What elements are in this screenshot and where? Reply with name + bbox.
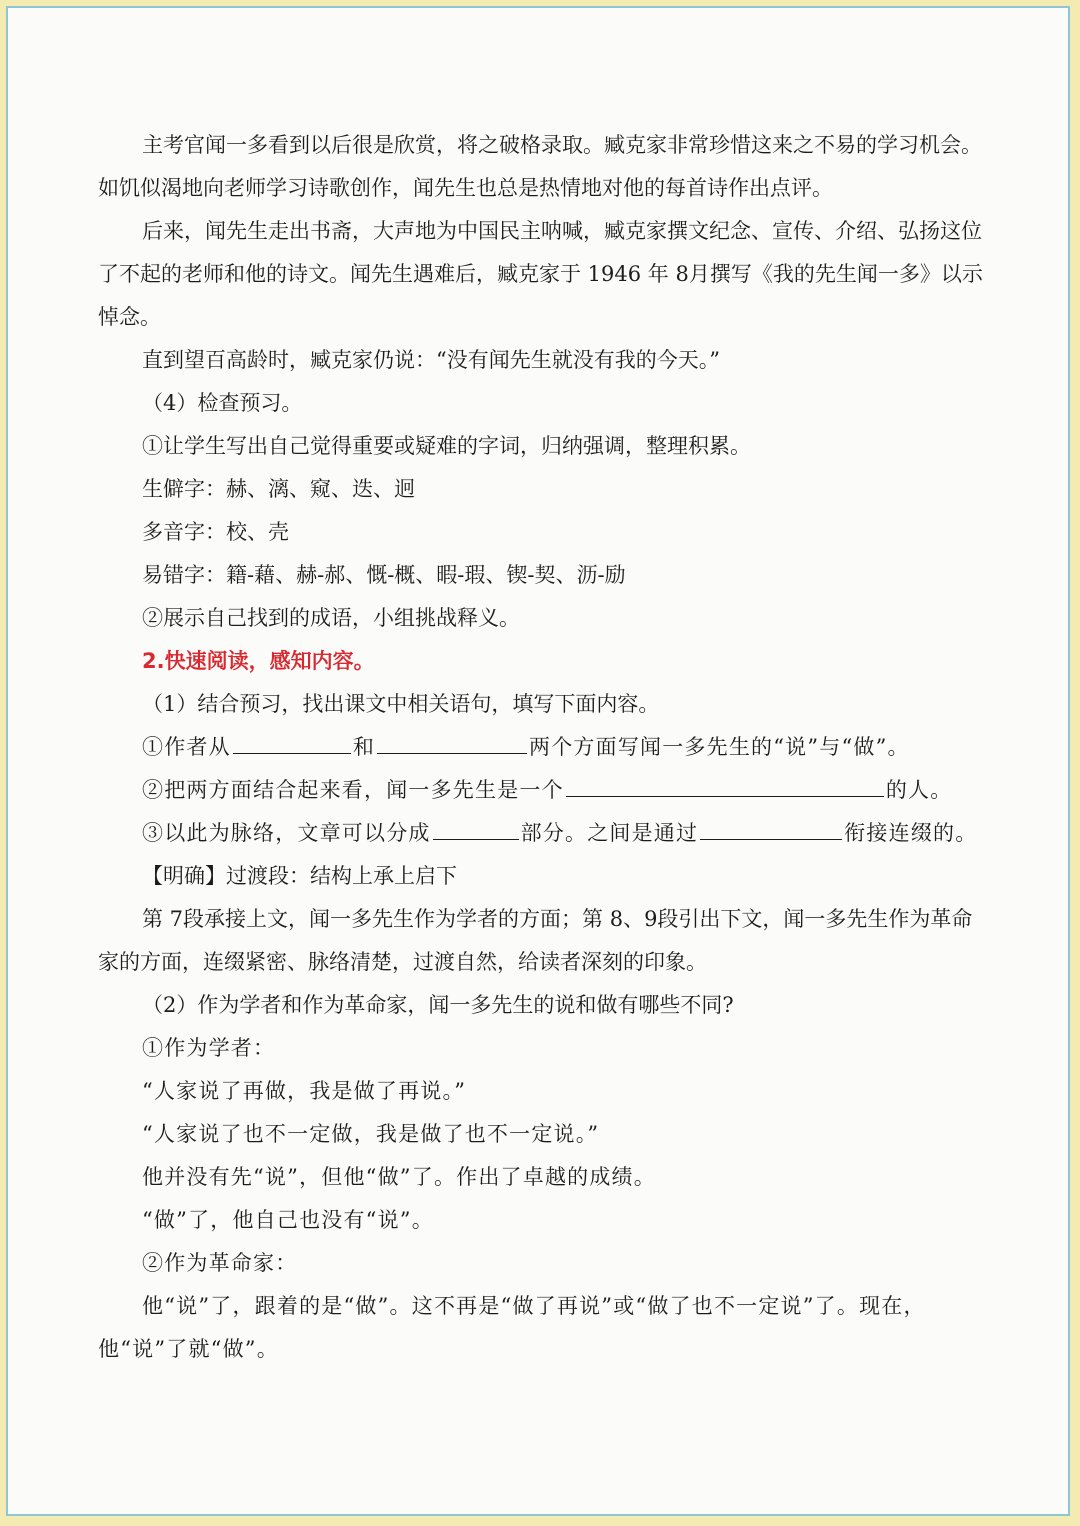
scholar-summary-2: “做”了，他自己也没有“说”。	[142, 1208, 434, 1232]
polyphonic-characters: 多音字：校、壳	[142, 520, 289, 544]
task-2-intro: （2）作为学者和作为革命家，闻一多先生的说和做有哪些不同?	[142, 993, 734, 1017]
fill2-blank-1[interactable]	[566, 770, 884, 797]
task-1-intro: （1）结合预习，找出课文中相关语句，填写下面内容。	[142, 692, 660, 716]
scholar-quote-2: “人家说了也不一定做，我是做了也不一定说。”	[142, 1122, 600, 1146]
fill3-blank-2[interactable]	[700, 813, 842, 840]
document-body	[98, 124, 988, 1371]
fill1-blank-2[interactable]	[377, 727, 527, 754]
fill3-text-b: 部分。之间是通过	[520, 821, 699, 845]
preview-item-2: ②展示自己找到的成语，小组挑战释义。	[142, 606, 520, 630]
fill1-text-a: ①作者从	[142, 735, 231, 759]
revolutionary-summary: 他“说”了，跟着的是“做”。这不再是“做了再说”或“做了也不一定说”了。现在，他“说”了就“做”。	[98, 1294, 926, 1361]
fill3-text-c: 衔接连缀的。	[844, 821, 978, 845]
fill1-text-c: 两个方面写闻一多先生的“说”与“做”。	[529, 735, 910, 759]
fill-question-2	[98, 769, 988, 812]
fill1-blank-1[interactable]	[233, 727, 351, 754]
fill3-text-a: ③以此为脉络，文章可以分成	[142, 821, 431, 845]
fill1-text-b: 和	[352, 735, 376, 759]
as-scholar-heading: ①作为学者：	[142, 1036, 276, 1060]
answer-clarification: 【明确】过渡段：结构上承上启下	[142, 864, 457, 888]
rare-characters: 生僻字：赫、漓、窥、迭、迥	[142, 477, 415, 501]
paragraph-transition-explanation: 第 7段承接上文，闻一多先生作为学者的方面；第 8、9段引出下文，闻一多先生作为革命家的方面，连缀紧密、脉络清楚，过渡自然，给读者深刻的印象。	[98, 907, 973, 974]
paragraph-quote: 直到望百高龄时，臧克家仍说：“没有闻先生就没有我的今天。”	[142, 348, 720, 372]
scholar-quote-1: “人家说了再做，我是做了再说。”	[142, 1079, 467, 1103]
fill-question-3	[98, 812, 988, 855]
fill2-text-b: 的人。	[885, 778, 953, 802]
section-check-preview: （4）检查预习。	[142, 391, 303, 415]
as-revolutionary-heading: ②作为革命家：	[142, 1251, 298, 1275]
error-prone-characters: 易错字：籍-藉、赫-郝、慨-概、暇-瑕、锲-契、沥-励	[142, 563, 626, 587]
paragraph-exam-story: 主考官闻一多看到以后很是欣赏，将之破格录取。臧克家非常珍惜这来之不易的学习机会。如饥似渴地向老师学习诗歌创作，闻先生也总是热情地对他的每首诗作出点评。	[98, 133, 982, 200]
preview-item-1: ①让学生写出自己觉得重要或疑难的字词，归纳强调，整理积累。	[142, 434, 751, 458]
scholar-summary-1: 他并没有先“说”，但他“做”了。作出了卓越的成绩。	[142, 1165, 656, 1189]
fill3-blank-1[interactable]	[433, 813, 519, 840]
fill2-text-a: ②把两方面结合起来看，闻一多先生是一个	[142, 778, 564, 802]
section-heading-fast-reading: 2.快速阅读，感知内容。	[142, 649, 375, 673]
paragraph-later-story: 后来，闻先生走出书斋，大声地为中国民主呐喊，臧克家撰文纪念、宣传、介绍、弘扬这位了不起的老师和他的诗文。闻先生遇难后，臧克家于 1946 年 8月撰写《我的先生闻一多》以示悼念。	[98, 219, 983, 329]
fill-question-1	[98, 726, 988, 769]
